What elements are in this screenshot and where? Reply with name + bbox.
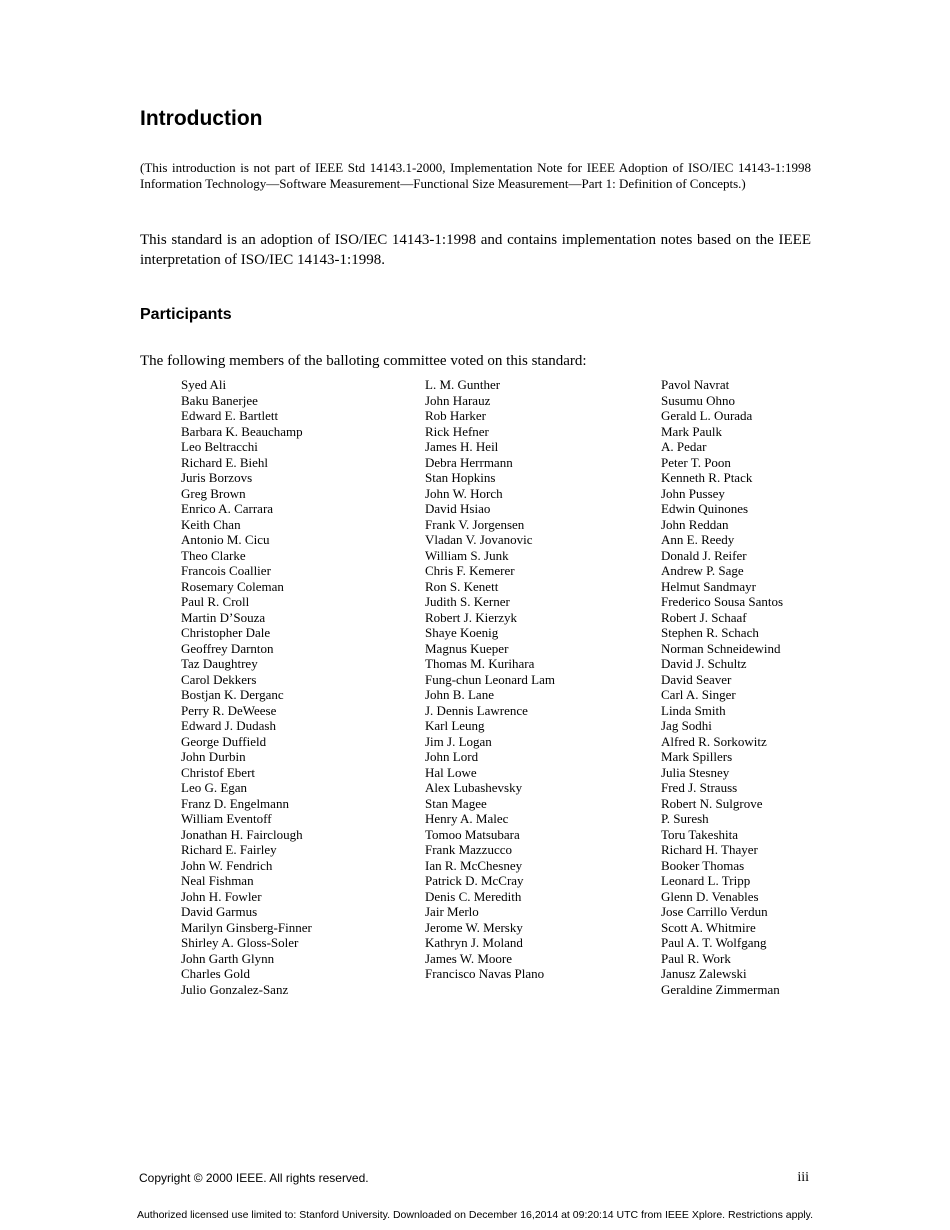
participant-name: Robert J. Kierzyk <box>425 609 518 625</box>
participant-name: John Reddan <box>661 516 729 532</box>
participant-name: Mark Paulk <box>661 423 723 439</box>
participant-name: Edward E. Bartlett <box>181 408 279 423</box>
participant-name: Susumu Ohno <box>661 392 736 408</box>
introduction-paragraph: This standard is an adoption of ISO/IEC 14143-1:1998 and contains implementation notes based on the IEEE interpretation of ISO/IEC 14143-1:1998. <box>140 232 811 268</box>
participant-name: George Duffield <box>181 733 267 749</box>
page-number: iii <box>797 1170 809 1185</box>
participant-name: Leo G. Egan <box>181 780 248 795</box>
participant-name: Stan Hopkins <box>425 470 496 485</box>
participant-name: Robert J. Schaaf <box>661 609 747 625</box>
participant-name: Alex Lubashevsky <box>425 780 523 795</box>
participant-name: Neal Fishman <box>181 873 254 888</box>
participant-name: Enrico A. Carrara <box>181 501 274 516</box>
participant-name: Vladan V. Jovanovic <box>425 532 533 547</box>
participant-name: A. Pedar <box>661 439 707 454</box>
participant-name: Paul R. Croll <box>181 594 250 609</box>
participant-name: Alfred R. Sorkowitz <box>661 733 767 749</box>
participant-name: Helmut Sandmayr <box>661 578 756 594</box>
participant-name: Peter T. Poon <box>661 454 731 470</box>
participant-name: Kenneth R. Ptack <box>661 470 753 485</box>
participant-name: Jag Sodhi <box>661 718 712 733</box>
participant-name: James W. Moore <box>425 950 513 966</box>
participant-name: Theo Clarke <box>181 547 246 563</box>
participant-name: Taz Daughtrey <box>181 656 258 671</box>
participant-name: Leonard L. Tripp <box>661 873 751 888</box>
participant-name: Fred J. Strauss <box>661 780 738 795</box>
participants-heading: Participants <box>140 306 232 323</box>
participant-name: Mark Spillers <box>661 749 733 764</box>
participant-name: Francisco Navas Plano <box>425 966 545 981</box>
participant-name: Bostjan K. Derganc <box>181 687 284 702</box>
participant-name: Paul R. Work <box>661 950 731 966</box>
participant-name: Richard E. Biehl <box>181 454 269 470</box>
participant-name: Geoffrey Darnton <box>181 640 274 656</box>
participant-name: Franz D. Engelmann <box>181 795 289 811</box>
participant-name: Edward J. Dudash <box>181 718 276 733</box>
participant-name: Denis C. Meredith <box>425 888 522 904</box>
participant-name: P. Suresh <box>661 811 709 826</box>
participant-name: Patrick D. McCray <box>425 873 524 888</box>
participant-name: Barbara K. Beauchamp <box>181 423 303 439</box>
participant-name: Edwin Quinones <box>661 501 749 516</box>
participant-name: Pavol Navrat <box>661 377 730 392</box>
participant-name: Jair Merlo <box>425 904 479 919</box>
participant-name: Tomoo Matsubara <box>425 826 520 842</box>
participant-name: John Durbin <box>181 749 246 764</box>
participant-name: John Harauz <box>425 392 491 408</box>
participant-name: Andrew P. Sage <box>661 563 744 578</box>
participant-name: Judith S. Kerner <box>425 594 510 609</box>
participant-name: Christopher Dale <box>181 625 271 640</box>
participant-name: Keith Chan <box>181 516 241 532</box>
participant-name: William S. Junk <box>425 547 509 563</box>
participant-name: Jerome W. Mersky <box>425 919 523 935</box>
participant-name: David Garmus <box>181 904 258 919</box>
participant-name: Juris Borzovs <box>181 470 253 485</box>
participant-name: John Pussey <box>661 485 725 501</box>
participant-name: Scott A. Whitmire <box>661 919 756 935</box>
participant-name: Richard E. Fairley <box>181 842 277 857</box>
participant-name: Debra Herrmann <box>425 454 513 470</box>
participant-name: Carl A. Singer <box>661 687 736 702</box>
participant-name: Geraldine Zimmerman <box>661 981 780 997</box>
participant-name: Christof Ebert <box>181 764 256 780</box>
participant-name: Julia Stesney <box>661 764 730 780</box>
participant-name: Thomas M. Kurihara <box>425 656 535 671</box>
participant-name: David Hsiao <box>425 501 491 516</box>
participant-name: Henry A. Malec <box>425 811 509 826</box>
participant-name: Rob Harker <box>425 408 487 423</box>
participant-name: David J. Schultz <box>661 656 747 671</box>
participant-name: Jonathan H. Fairclough <box>181 826 303 842</box>
participant-name: Rick Hefner <box>425 423 489 439</box>
participants-column-2 <box>425 377 555 982</box>
participant-name: Norman Schneidewind <box>661 640 781 656</box>
participant-name: Donald J. Reifer <box>661 547 747 563</box>
participant-name: James H. Heil <box>425 439 499 454</box>
participant-name: Stan Magee <box>425 795 487 811</box>
participant-name: L. M. Gunther <box>425 377 501 392</box>
participant-name: Linda Smith <box>661 702 726 718</box>
participant-name: John W. Horch <box>425 485 503 501</box>
participant-name: Shaye Koenig <box>425 625 499 640</box>
participant-name: Stephen R. Schach <box>661 625 759 640</box>
participant-name: Gerald L. Ourada <box>661 408 753 423</box>
participant-name: John Garth Glynn <box>181 950 275 966</box>
participant-name: Shirley A. Gloss-Soler <box>181 935 299 950</box>
participant-name: Frank V. Jorgensen <box>425 516 525 532</box>
participant-name: Magnus Kueper <box>425 640 509 656</box>
participant-name: Leo Beltracchi <box>181 439 258 454</box>
participant-name: Charles Gold <box>181 966 250 981</box>
participant-name: Perry R. DeWeese <box>181 702 277 718</box>
introduction-heading: Introduction <box>140 107 263 130</box>
participant-name: Kathryn J. Moland <box>425 935 523 950</box>
participants-intro: The following members of the balloting committee voted on this standard: <box>140 353 587 369</box>
participant-name: John Lord <box>425 749 479 764</box>
participant-name: Antonio M. Cicu <box>181 532 270 547</box>
participant-name: Ian R. McChesney <box>425 857 523 873</box>
participant-name: Carol Dekkers <box>181 671 257 687</box>
participant-name: Toru Takeshita <box>661 826 739 842</box>
participant-name: Rosemary Coleman <box>181 578 284 594</box>
participant-name: Jim J. Logan <box>425 733 492 749</box>
participant-name: J. Dennis Lawrence <box>425 702 528 718</box>
participant-name: Richard H. Thayer <box>661 842 758 857</box>
participant-name: John W. Fendrich <box>181 857 273 873</box>
participant-name: Marilyn Ginsberg-Finner <box>181 919 312 935</box>
introduction-note: (This introduction is not part of IEEE Std 14143.1-2000, Implementation Note for IEEE Adoption of ISO/IEC 14143-1:1998 Information Technology—Software Measurement—Functional Size Measurement—Part 1: Definition of Concepts.) <box>140 160 811 191</box>
participant-name: John H. Fowler <box>181 888 262 904</box>
participant-name: Julio Gonzalez-Sanz <box>181 981 289 997</box>
participant-name: David Seaver <box>661 671 732 687</box>
participant-name: Robert N. Sulgrove <box>661 795 763 811</box>
participant-name: Frank Mazzucco <box>425 842 512 857</box>
participant-name: Ron S. Kenett <box>425 578 499 594</box>
participant-name: Jose Carrillo Verdun <box>661 904 768 919</box>
participant-name: Chris F. Kemerer <box>425 563 515 578</box>
participant-name: Paul A. T. Wolfgang <box>661 935 767 950</box>
participant-name: Frederico Sousa Santos <box>661 594 784 609</box>
participant-name: Martin D’Souza <box>181 609 266 625</box>
participant-name: John B. Lane <box>425 687 494 702</box>
copyright-notice: Copyright © 2000 IEEE. All rights reserved. <box>139 1171 369 1185</box>
license-notice: Authorized licensed use limited to: Stanford University. Downloaded on December 16,2014 at 09:20:14 UTC from IEEE Xplore. Restrictions apply. <box>136 1209 814 1221</box>
participants-column-3 <box>661 377 783 997</box>
participant-name: Greg Brown <box>181 485 246 501</box>
participant-name: Syed Ali <box>181 377 227 392</box>
participant-name: Glenn D. Venables <box>661 888 759 904</box>
participant-name: William Eventoff <box>181 811 272 826</box>
participant-name: Baku Banerjee <box>181 392 258 408</box>
participants-column-1 <box>181 377 312 997</box>
participant-name: Francois Coallier <box>181 563 271 578</box>
participant-name: Karl Leung <box>425 718 485 733</box>
participant-name: Hal Lowe <box>425 764 477 780</box>
participant-name: Ann E. Reedy <box>661 532 735 547</box>
participant-name: Booker Thomas <box>661 857 745 873</box>
participant-name: Fung-chun Leonard Lam <box>425 671 555 687</box>
participant-name: Janusz Zalewski <box>661 966 747 981</box>
